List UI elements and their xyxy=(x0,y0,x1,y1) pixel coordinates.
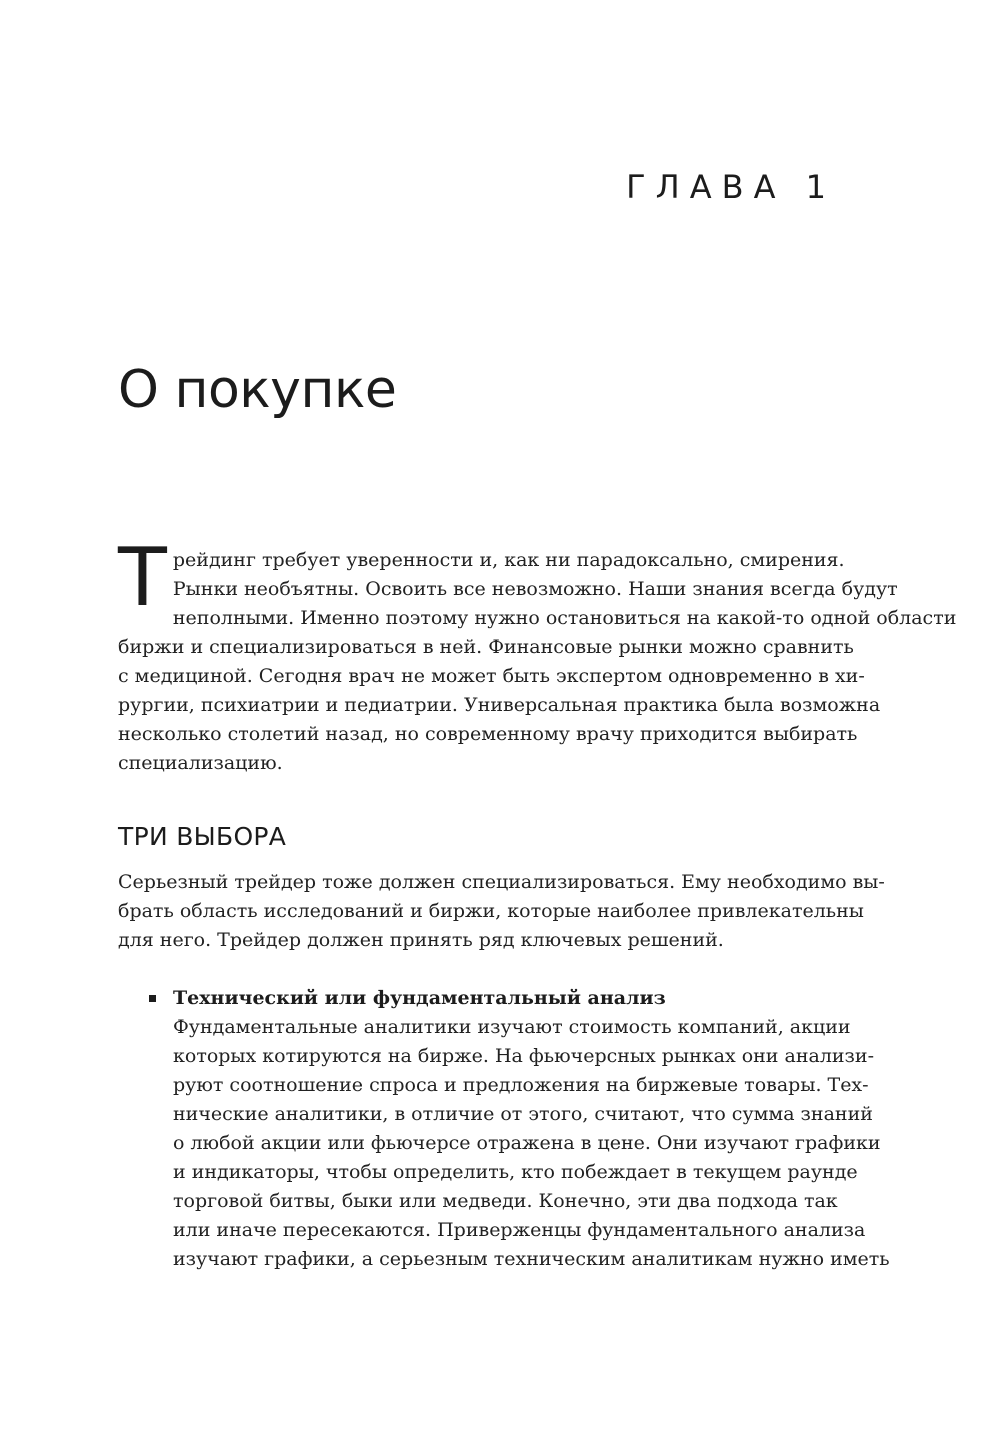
intro-paragraph xyxy=(118,531,957,778)
intro-line: несколько столетий назад, но современному врачу приходится выбирать xyxy=(118,723,858,745)
bullet-line: о любой акции или фьючерсе отражена в цене. Они изучают графики xyxy=(173,1132,881,1154)
intro-line: Рынки необъятны. Освоить все невозможно. Наши знания всегда будут xyxy=(172,578,898,600)
bullet-line: или иначе пересекаются. Приверженцы фундаментального анализа xyxy=(173,1219,866,1241)
bullet-square-icon xyxy=(149,995,156,1002)
section-paragraph xyxy=(118,868,885,955)
section-line: для него. Трейдер должен принять ряд ключевых решений. xyxy=(118,929,724,951)
bullet-line: торговой битвы, быки или медведи. Конечно, эти два подхода так xyxy=(173,1190,838,1212)
intro-line: биржи и специализироваться в ней. Финансовые рынки можно сравнить xyxy=(118,636,854,658)
intro-line: рургии, психиатрии и педиатрии. Универсальная практика была возможна xyxy=(118,694,881,716)
bullet-line: и индикаторы, чтобы определить, кто побеждает в текущем раунде xyxy=(173,1161,858,1183)
intro-line: специализацию. xyxy=(118,752,283,774)
chapter-title: О покупке xyxy=(118,360,397,420)
bullet-line: нические аналитики, в отличие от этого, считают, что сумма знаний xyxy=(173,1103,873,1125)
intro-line: рейдинг требует уверенности и, как ни парадоксально, смирения. xyxy=(172,549,845,571)
bullet-title: Технический или фундаментальный анализ xyxy=(173,987,666,1009)
bullet-item xyxy=(118,984,890,1274)
bullet-line: которых котируются на бирже. На фьючерсных рынках они анализи- xyxy=(173,1045,875,1067)
bullet-content xyxy=(173,984,890,1274)
section-line: Серьезный трейдер тоже должен специализироваться. Ему необходимо вы- xyxy=(118,871,885,893)
intro-line: с медициной. Сегодня врач не может быть экспертом одновременно в хи- xyxy=(118,665,865,687)
section-line: брать область исследований и биржи, которые наиболее привлекательны xyxy=(118,900,864,922)
chapter-label: ГЛАВА 1 xyxy=(626,168,836,206)
intro-line: неполными. Именно поэтому нужно остановиться на какой-то одной области xyxy=(172,607,957,629)
bullet-line: изучают графики, а серьезным техническим аналитикам нужно иметь xyxy=(173,1248,890,1270)
bullet-line: руют соотношение спроса и предложения на биржевые товары. Тех- xyxy=(173,1074,869,1096)
bullet-line: Фундаментальные аналитики изучают стоимость компаний, акции xyxy=(173,1016,851,1038)
drop-cap: Т xyxy=(118,531,167,624)
section-heading: ТРИ ВЫБОРА xyxy=(118,822,287,851)
